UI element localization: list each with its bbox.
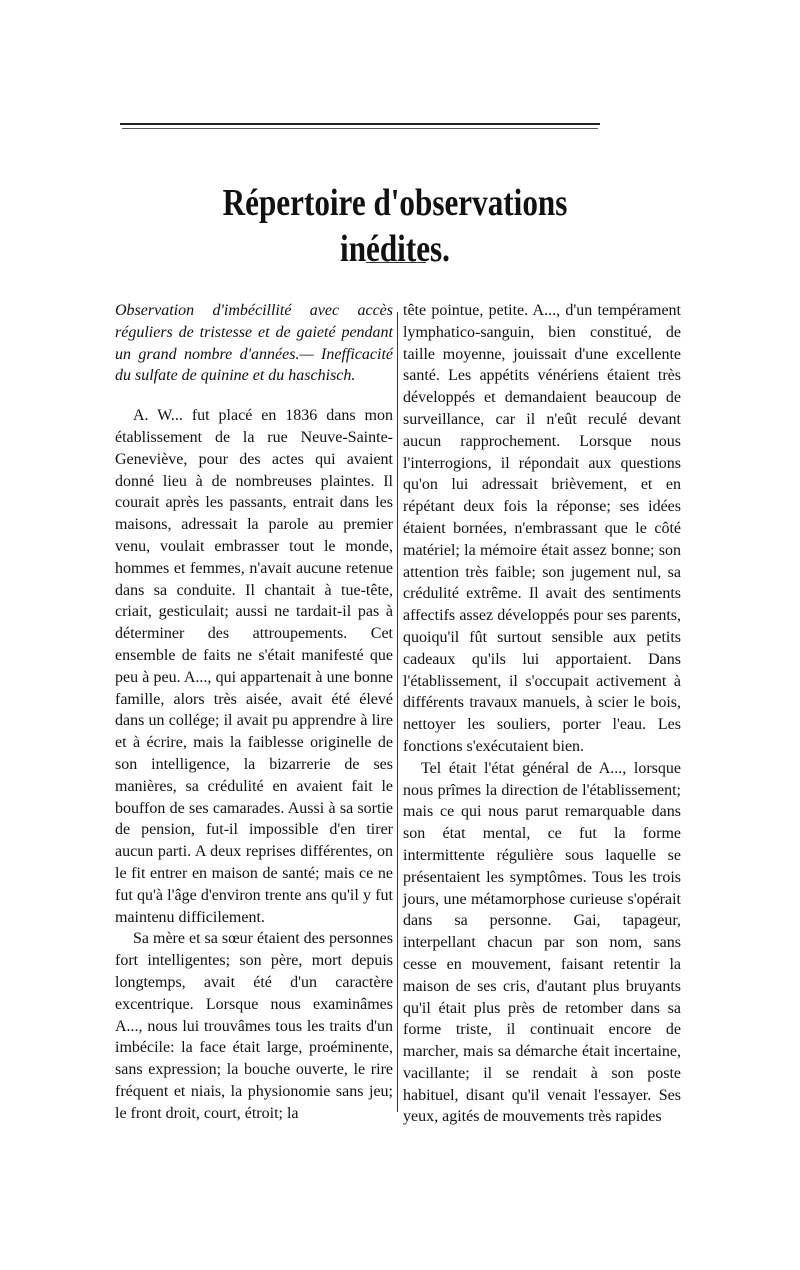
left-column xyxy=(115,300,393,1124)
top-rule-thin xyxy=(122,128,598,129)
column-divider xyxy=(397,312,398,1112)
right-column xyxy=(403,300,681,1128)
left-paragraph-1: A. W... fut placé en 1836 dans mon établissement de la rue Neuve-Sainte-Geneviève, pour des actes qui avaient donné lieu à de nombreuses plaintes. Il courait après les passants, entrait dans les maisons, adressait la parole au premier venu, voulait embrasser tout le monde, hommes et femmes, n'avait aucune retenue dans sa conduite. Il chantait à tue-tête, criait, gesticulait; aussi ne tardait-il pas à déterminer des attroupements. Cet ensemble de faits ne s'était manifesté que peu à peu. A..., qui appartenait à une bonne famille, alors très aisée, avait été élevé dans un collége; il avait pu apprendre à lire et à écrire, mais la faiblesse originelle de son intelligence, la bizarrerie de ses manières, sa crédulité en avaient fait le bouffon de ses camarades. Aussi à sa sortie de pension, fut-il impossible d'en tirer aucun parti. A deux reprises différentes, on le fit entrer en maison de santé; mais ce ne fut qu'à l'âge d'environ trente ans qu'il y fut maintenu difficilement. xyxy=(115,407,393,926)
observation-subject: Observation d'imbécillité avec accès réguliers de tristesse et de gaieté pendant un grand nombre d'années.— Inefficacité du sulfate de quinine et du haschisch. xyxy=(115,302,393,385)
top-rule xyxy=(120,123,600,125)
left-paragraph-2: Sa mère et sa sœur étaient des personnes fort intelligentes; son père, mort depuis longtemps, avait été d'un caractère excentrique. Lorsque nous examinâmes A..., nous lui trouvâmes tous les traits d'un imbécile: la face était large, proéminente, sans expression; la bouche ouverte, le rire fréquent et niais, la physionomie sans jeu; le front droit, court, étroit; la xyxy=(115,930,393,1122)
right-paragraph-2: Tel était l'état général de A..., lorsque nous prîmes la direction de l'établissement; mais ce qui nous parut remarquable dans son état mental, ce fut la forme intermittente régulière sous laquelle se présentaient les symptômes. Tous les trois jours, une métamorphose curieuse s'opérait dans sa personne. Gai, tapageur, interpellant chacun par son nom, sans cesse en mouvement, faisant retentir la maison de ses cris, d'autant plus bruyants qu'il était plus près de retomber dans sa forme triste, il continuait encore de marcher, mais sa démarche était incertaine, vacillante; il se rendait à son poste habituel, disant qu'il venait l'essayer. Ses yeux, agités de mouvements très rapides xyxy=(403,759,681,1126)
page-title: Répertoire d'observations inédites. xyxy=(222,182,568,270)
right-paragraph-1: tête pointue, petite. A..., d'un tempérament lymphatico-sanguin, bien constitué, de taille moyenne, jouissait d'une excellente santé. Les appétits vénériens étaient très développés et demandaient beaucoup de surveillance, car il n'eût reculé devant aucun rapprochement. Lorsque nous l'interrogions, il répondait aux questions qu'on lui adressait brièvement, et en répétant deux fois la réponse; ses idées étaient bornées, n'embrassant que le côté matériel; la mémoire était assez bonne; son attention très faible; son jugement nul, sa crédulité extrême. Il avait des sentiments affectifs assez développés pour ses parents, quoiqu'il fût surtout sensible aux petits cadeaux qu'ils lui apportaient. Dans l'établissement, il s'occupait activement à différents travaux manuels, à scier le bois, nettoyer les souliers, porter l'eau. Les fonctions s'exécutaient bien. xyxy=(403,302,681,755)
title-divider xyxy=(366,262,426,263)
